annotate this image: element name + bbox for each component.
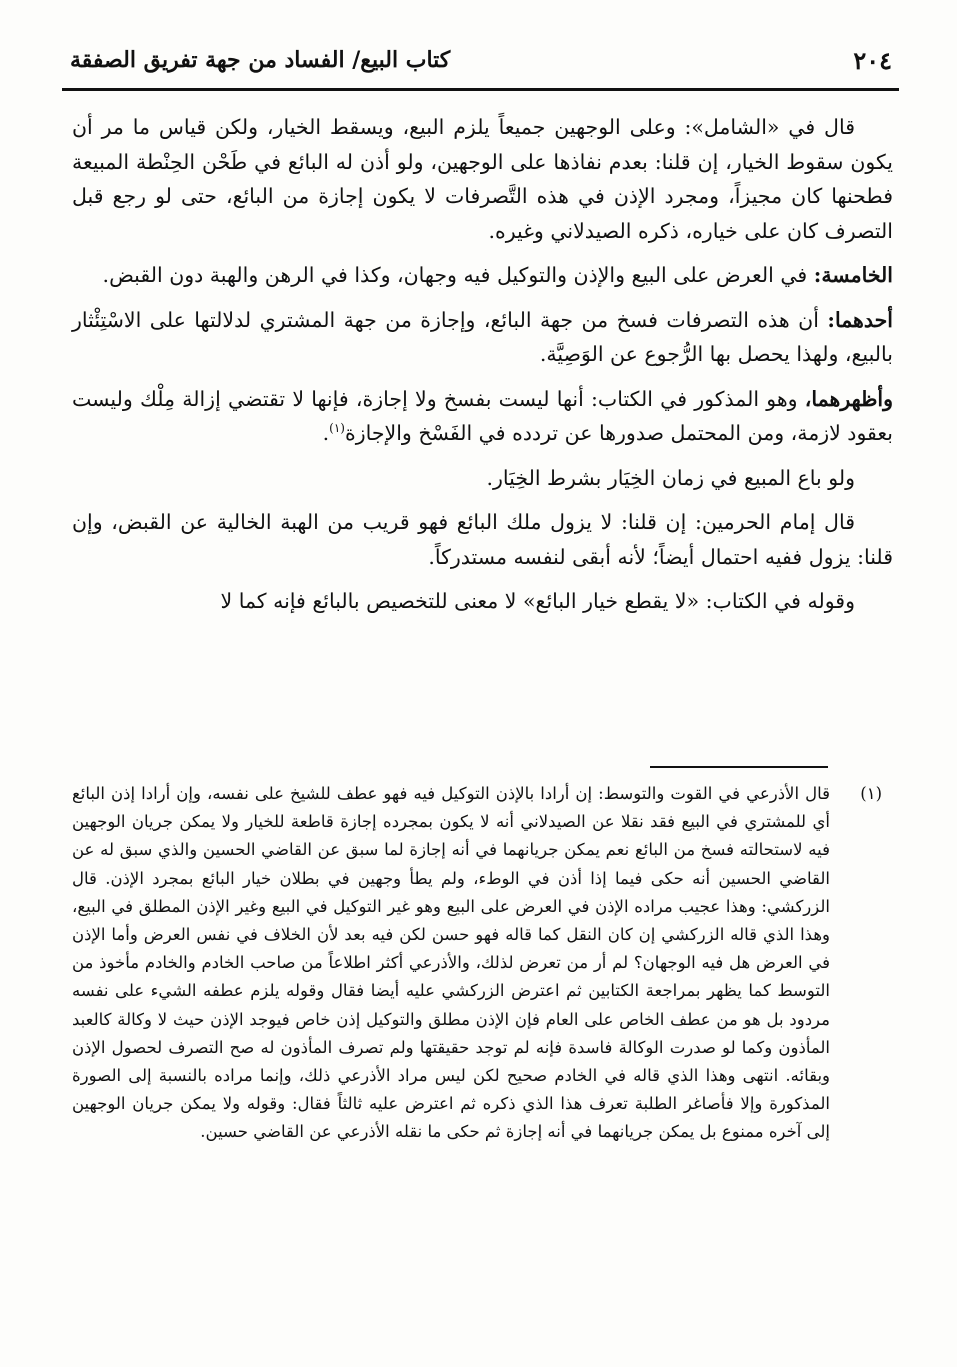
paragraph-4-lead: وأظهرهما، — [804, 386, 893, 411]
header-rule — [62, 88, 899, 91]
page-header — [70, 40, 892, 80]
main-text — [72, 110, 893, 629]
footnote — [72, 780, 882, 1147]
footnote-reference[interactable]: (١) — [329, 421, 345, 436]
paragraph-7: وقوله في الكتاب: «لا يقطع خيار البائع» لا معنى للتخصيص بالبائع فإنه كما لا — [220, 589, 855, 613]
page-number: ٢٠٤ — [853, 45, 892, 75]
running-title: كتاب البيع/ الفساد من جهة تفريق الصفقة — [70, 47, 451, 73]
paragraph-4 — [72, 382, 893, 451]
paragraph-5: ولو باع المبيع في زمان الخِيَار بشرط الخِيَار. — [486, 465, 855, 490]
footnote-rule — [650, 766, 828, 768]
paragraph-2 — [72, 258, 893, 293]
paragraph-4-end: . — [322, 421, 330, 445]
paragraph-2-lead: الخامسة: — [813, 263, 893, 287]
paragraph-3-lead: أحدهما: — [827, 307, 893, 332]
paragraph-3 — [72, 303, 893, 372]
paragraph-2-text: في العرض على البيع والإذن والتوكيل فيه وجهان، وكذا في الرهن والهبة دون القبض. — [102, 263, 814, 287]
paragraph-1: قال في «الشامل»: وعلى الوجهين جميعاً يلزم البيع، ويسقط الخيار، ولكن قياس ما مر أن يكون سقوط الخيار، إن قلنا: بعدم نفاذها على الوجهين، ولو أذن له البائع في طَحْن الحِنْطة المبيعة فطحنها كان مجيزاً، ومجرد الإذن في هذه التَّصرفات لا يكون إجازة من البائع، حتى لو رجع قبل التصرف كان على خياره، ذكره الصيدلاني وغيره. — [72, 115, 893, 243]
footnote-text: قال الأذرعي في القوت والتوسط: إن أرادا بالإذن التوكيل فيه فهو عطف للشيخ على نفسه، وإن أرادا إذن البائع أي للمشتري في البيع فقد نقلا عن الصيدلاني أنه لا يكون بمجرده إجازة قاطعة للخيار ولا يمكن جريان الوجهين فيه لاستحالته فسخ من البائع نعم يمكن جريانهما في أنه إجازة لما سبق عن القاضي الحسين والذي سبق له عن القاضي الحسين أنه حكى فيما إذا أذن في الوطء، ولم يطأ وجهين في بطلان خيار البائع بمجرد الإذن. قال الزركشي: وهذا عجيب مراده الإذن في العرض على البيع وهو غير التوكيل في البيع وغير الإذن المطلق في البيع، وهذا الذي قاله الزركشي إن كان النقل كما قاله فهو حسن لكن فيه بعد لأن الخلاف في نفس العرض وأما الإذن في العرض هل فيه الوجهان؟ لم أر من تعرض لذلك، والأذرعي أكثر اطلاعاً من صاحب الخادم والخادم مأخوذ من التوسط كما يظهر بمراجعة الكتابين ثم اعترض الزركشي عليه أيضا فقال وقوله يلزم عطفه الشيء على نفسه مردود بل هو من عطف الخاص على العام فإن الإذن مطلق والتوكيل إذن خاص فيوجد الإذن حيث لا وكالة كالعبد المأذون وكما لو صدرت الوكالة فاسدة فإنه لم توجد حقيقتها ولم تصرف المأذون له صح التصرف لحصول الإذن وبقائه. انتهى وهذا الذي قاله في الخادم صحيح لكن ليس مراد الأذرعي ذلك، وإنما مراده بالنسبة إلى الصورة المذكورة وإلا فأصاغر الطلبة تعرف هذا الذي ذكره ثم اعترض عليه ثالثاً فقال: وقوله ولا يمكن جريان الوجهين إلى آخره ممنوع بل يمكن جريانهما في أنه إجازة ثم حكى ما نقله الأذرعي عن القاضي حسين. — [72, 784, 830, 1142]
paragraph-6: قال إمام الحرمين: إن قلنا: لا يزول ملك البائع فهو قريب من الهبة الخالية عن القبض، وإن قلنا: يزول ففيه احتمال أيضاً؛ لأنه أبقى لنفسه مستدركاً. — [72, 510, 893, 569]
paragraph-3-text: أن هذه التصرفات فسخ من جهة البائع، وإجازة من جهة المشتري لدلالتها على الاسْتِئْثار بالبيع، ولهذا يحصل بها الرُّجوع عن الوَصِيَّة. — [72, 307, 893, 366]
paragraph-4-text: وهو المذكور في الكتاب: أنها ليست بفسخ ولا إجازة، فإنها لا تقتضي إزالة مِلْك وليست بعقود لازمة، ومن المحتمل صدورها عن تردده في الفَسْخ والإجازة — [72, 386, 893, 445]
footnote-number: (١) — [860, 784, 882, 803]
